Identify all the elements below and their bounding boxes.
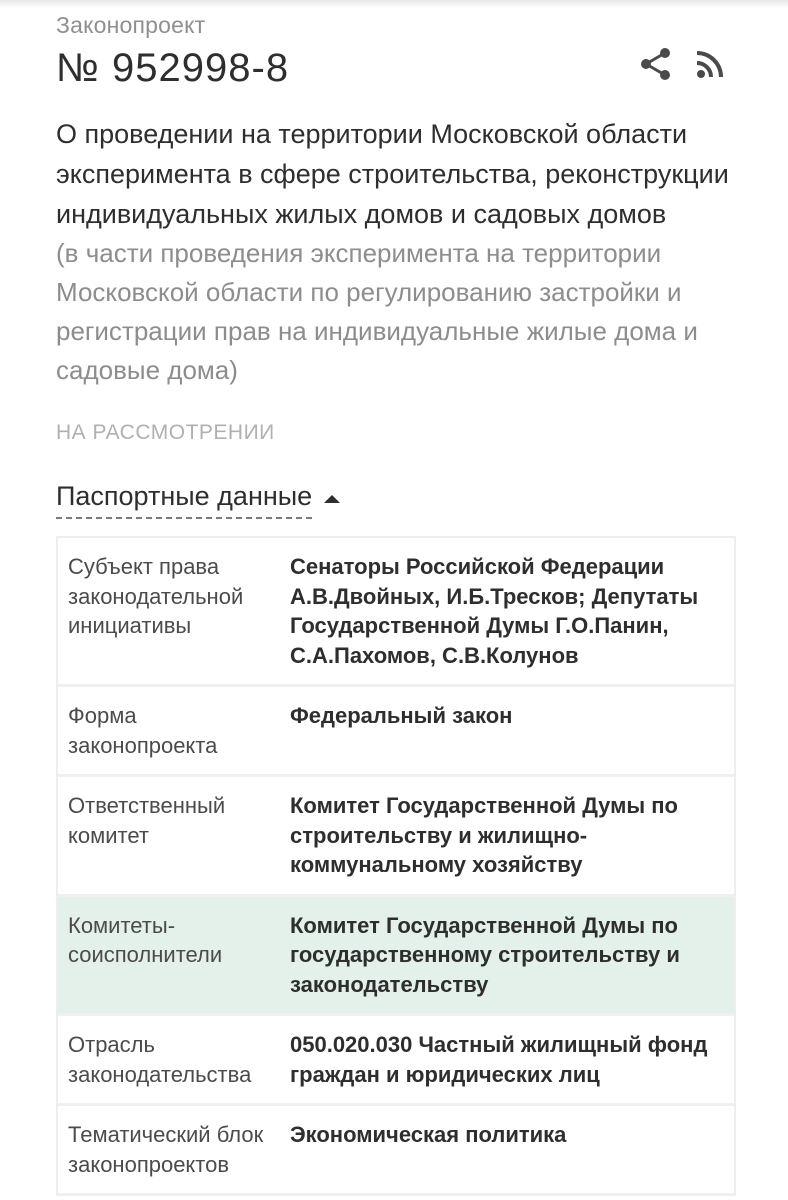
bill-title-block <box>56 114 736 390</box>
bill-subtitle: (в части проведения эксперимента на территории Московской области по регулированию застройки и регистрации прав на индивидуальные жилые дома и садовые дома) <box>56 238 698 385</box>
passport-row-committee <box>58 777 734 897</box>
passport-row-branch <box>58 1016 734 1106</box>
bill-number: № 952998-8 <box>56 46 290 90</box>
status-badge: НА РАССМОТРЕНИИ <box>56 421 275 444</box>
header-actions <box>638 46 728 82</box>
bill-title: О проведении на территории Московской области эксперимента в сфере строительства, реконструкции индивидуальных жилых домов и садовых домов <box>56 119 729 229</box>
share-icon[interactable] <box>638 46 674 82</box>
passport-value: Сенаторы Российской Федерации А.В.Двойных, И.Б.Тресков; Депутаты Государственной Думы Г.О.Панин, С.А.Пахомов, С.В.Колунов <box>290 554 699 668</box>
passport-row-initiator <box>58 538 734 687</box>
passport-key: Отрасль законодательства <box>68 1032 252 1087</box>
rss-icon[interactable] <box>692 46 728 82</box>
passport-value: Федеральный закон <box>290 703 513 728</box>
passport-key: Форма законопроекта <box>68 703 218 758</box>
passport-key: Тематический блок законопроектов <box>68 1122 264 1177</box>
passport-value: Комитет Государственной Думы по строительству и жилищно-коммунальному хозяйству <box>290 793 678 877</box>
passport-value: 050.020.030 Частный жилищный фонд граждан и юридических лиц <box>290 1032 708 1087</box>
passport-key: Субъект права законодательной инициативы <box>68 554 244 638</box>
passport-value: Комитет Государственной Думы по государственному строительству и законодательству <box>290 912 680 997</box>
passport-row-co-committees <box>58 897 734 1017</box>
passport-key: Комитеты-соисполнители <box>68 912 223 967</box>
passport-row-thematic-block <box>58 1106 734 1196</box>
bill-type-label: Законопроект <box>56 12 206 38</box>
passport-section-toggle[interactable] <box>56 478 340 519</box>
passport-section-label: Паспортные данные <box>56 478 312 519</box>
passport-table <box>56 536 736 1196</box>
passport-row-form <box>58 687 734 777</box>
caret-up-icon <box>324 495 340 503</box>
passport-key: Ответственный комитет <box>68 793 226 848</box>
passport-value: Экономическая политика <box>290 1122 567 1147</box>
top-shadow <box>0 0 788 8</box>
